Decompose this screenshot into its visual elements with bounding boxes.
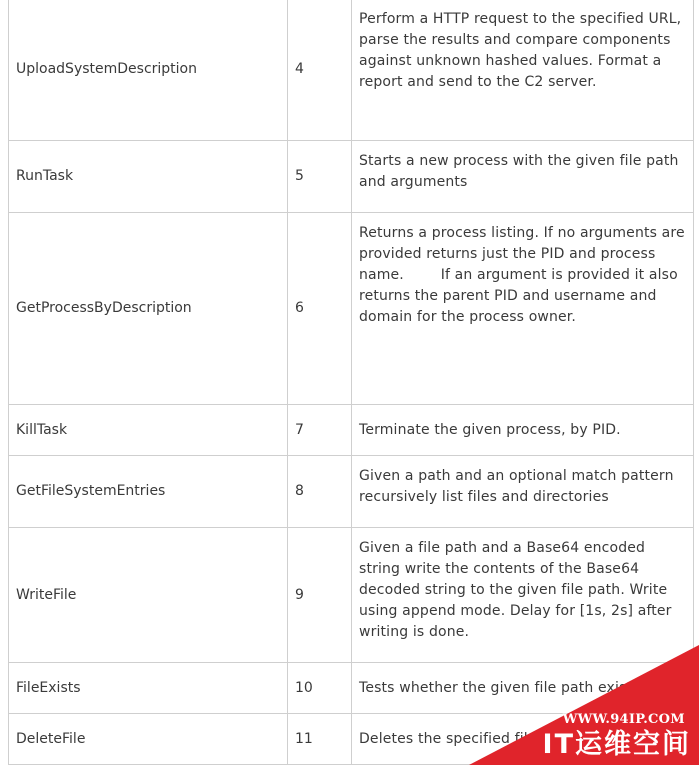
command-name: UploadSystemDescription	[9, 0, 288, 141]
command-name: KillTask	[9, 405, 288, 456]
command-id: 5	[288, 141, 352, 213]
commands-table	[8, 0, 694, 765]
command-name: FileExists	[9, 663, 288, 714]
table-row	[9, 528, 694, 663]
watermark-name: IT运维空间	[542, 729, 691, 760]
table-row	[9, 714, 694, 765]
command-description: Given a path and an optional match pattern recursively list files and directories	[352, 456, 694, 528]
command-id: 11	[288, 714, 352, 765]
command-description: Starts a new process with the given file path and arguments	[352, 141, 694, 213]
command-id: 4	[288, 0, 352, 141]
command-id: 7	[288, 405, 352, 456]
table-row	[9, 213, 694, 405]
table-row	[9, 663, 694, 714]
table-row	[9, 405, 694, 456]
command-id: 10	[288, 663, 352, 714]
command-name: GetFileSystemEntries	[9, 456, 288, 528]
command-name: RunTask	[9, 141, 288, 213]
table-row	[9, 0, 694, 141]
command-description: Given a file path and a Base64 encoded string write the contents of the Base64 decoded string to the given file path. Write using append mode. Delay for [1s, 2s] after writing is done.	[352, 528, 694, 663]
table-row	[9, 141, 694, 213]
command-id: 6	[288, 213, 352, 405]
command-name: DeleteFile	[9, 714, 288, 765]
command-description: Terminate the given process, by PID.	[352, 405, 694, 456]
command-description: Returns a process listing. If no arguments are provided returns just the PID and process name. If an argument is provided it also returns the parent PID and username and domain for the process owner.	[352, 213, 694, 405]
command-id: 8	[288, 456, 352, 528]
command-name: WriteFile	[9, 528, 288, 663]
table-row	[9, 456, 694, 528]
watermark-url: WWW.94IP.COM	[562, 712, 685, 727]
command-description: Tests whether the given file path exists	[352, 663, 694, 714]
command-description: Deletes the specified file	[352, 714, 694, 765]
command-id: 9	[288, 528, 352, 663]
command-description: Perform a HTTP request to the specified URL, parse the results and compare components against unknown hashed values. Format a report and send to the C2 server.	[352, 0, 694, 141]
command-name: GetProcessByDescription	[9, 213, 288, 405]
